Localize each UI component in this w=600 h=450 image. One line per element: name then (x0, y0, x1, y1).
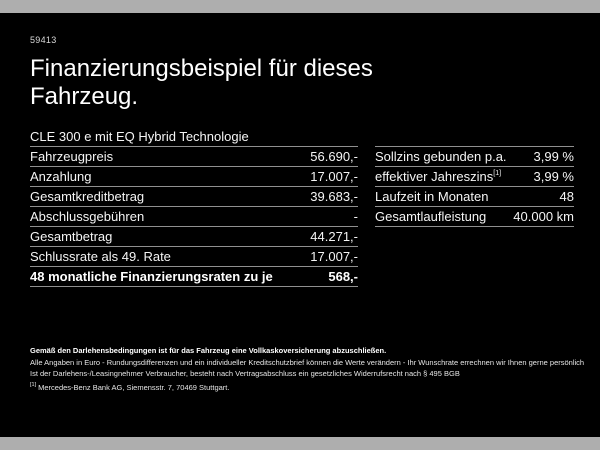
conditions-table (375, 146, 574, 227)
table-row-gesamtkreditbetrag (30, 187, 358, 207)
row-value: 44.271,- (310, 229, 358, 244)
footnotes (30, 345, 585, 393)
page-title-line2: Fahrzeug. (30, 83, 139, 110)
table-row-sollzins (375, 147, 574, 167)
row-value: - (353, 209, 358, 224)
row-value: 3,99 % (533, 149, 574, 164)
row-label (375, 169, 509, 184)
insurance-note: Gemäß den Darlehensbedingungen ist für das Fahrzeug eine Vollkaskoversicherung abzuschließen. (30, 346, 387, 355)
row-value: 56.690,- (310, 149, 358, 164)
row-value: 17.007,- (310, 169, 358, 184)
offer-reference-number: 59413 (30, 35, 57, 45)
page-title (30, 55, 373, 111)
table-row-monatsrate (30, 267, 358, 287)
row-label: 48 monatliche Finanzierungsraten zu je (30, 269, 273, 284)
page-title-line1: Finanzierungsbeispiel für dieses (30, 55, 373, 82)
vehicle-model-label: CLE 300 e mit EQ Hybrid Technologie (30, 129, 249, 144)
row-value: 39.683,- (310, 189, 358, 204)
table-row-gesamtlaufleistung (375, 207, 574, 227)
row-label: Abschlussgebühren (30, 209, 145, 224)
row-value: 3,99 % (533, 169, 574, 184)
bank-reference-text: Mercedes-Benz Bank AG, Siemensstr. 7, 70469 Stuttgart. (38, 383, 230, 392)
table-row-laufzeit (375, 187, 574, 207)
row-value: 48 (559, 189, 574, 204)
row-label: Gesamtkreditbetrag (30, 189, 145, 204)
row-label: Gesamtbetrag (30, 229, 113, 244)
row-value: 40.000 km (513, 209, 574, 224)
table-row-abschlussgebuehren (30, 207, 358, 227)
row-label: Sollzins gebunden p.a. (375, 149, 507, 164)
withdrawal-note: Ist der Darlehens-/Leasingnehmer Verbraucher, besteht nach Vertragsabschluss ein gesetzliches Widerrufsrecht nach § 495 BGB (30, 369, 460, 378)
table-row-gesamtbetrag (30, 227, 358, 247)
top-frame-bar (0, 0, 600, 13)
row-label: Schlussrate als 49. Rate (30, 249, 171, 264)
calculation-note: Alle Angaben in Euro - Rundungsdifferenzen und ein individueller Kreditschutzbrief können die Werte verändern - Ihr Wunschrate errechnen wir Ihnen gerne persönlich (30, 358, 585, 367)
finance-table (30, 146, 358, 287)
bank-reference-note (30, 382, 574, 393)
bottom-frame-bar (0, 437, 600, 450)
table-row-fahrzeugpreis (30, 147, 358, 167)
table-row-schlussrate (30, 247, 358, 267)
table-row-anzahlung (30, 167, 358, 187)
footnote-marker: [1] (30, 381, 37, 388)
row-label: Laufzeit in Monaten (375, 189, 489, 204)
row-value: 17.007,- (310, 249, 358, 264)
row-label-text: effektiver Jahreszins (375, 169, 494, 184)
row-value: 568,- (328, 269, 358, 284)
row-label: Anzahlung (30, 169, 92, 184)
row-label: Fahrzeugpreis (30, 149, 114, 164)
table-row-effektiver-jahreszins (375, 167, 574, 187)
footnote-marker: [1] (493, 169, 502, 177)
row-label: Gesamtlaufleistung (375, 209, 487, 224)
